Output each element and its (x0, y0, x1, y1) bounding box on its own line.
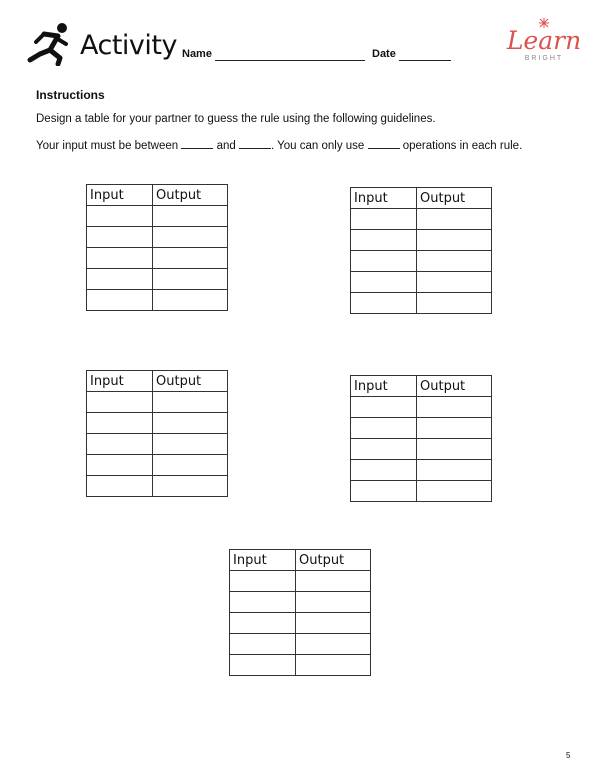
table-row (87, 206, 228, 227)
table-row (87, 269, 228, 290)
table-row (351, 418, 492, 439)
table-row (351, 230, 492, 251)
name-label: Name (182, 48, 212, 60)
output-cell[interactable] (296, 613, 371, 634)
logo-subtitle: BRIGHT (524, 55, 564, 62)
output-cell[interactable] (417, 209, 492, 230)
input-cell[interactable] (87, 476, 153, 497)
input-cell[interactable] (351, 418, 417, 439)
table-header-row (351, 376, 492, 397)
input-column-header: Input (351, 376, 417, 397)
table-row (351, 397, 492, 418)
input-cell[interactable] (87, 227, 153, 248)
input-output-table (86, 370, 228, 497)
table-row (351, 272, 492, 293)
page-number: 5 (566, 751, 571, 760)
input-output-table (350, 375, 492, 502)
output-cell[interactable] (417, 293, 492, 314)
table-row (351, 439, 492, 460)
output-cell[interactable] (153, 206, 228, 227)
input-output-table (229, 549, 371, 676)
min-input-blank[interactable] (181, 139, 213, 149)
max-input-blank[interactable] (239, 139, 271, 149)
input-output-table (350, 187, 492, 314)
input-cell[interactable] (87, 434, 153, 455)
table-row (351, 293, 492, 314)
table-row (351, 251, 492, 272)
instructions-text: Your input must be between (36, 140, 179, 152)
table-row (87, 290, 228, 311)
input-cell[interactable] (351, 293, 417, 314)
page-title: Activity (80, 30, 177, 61)
output-cell[interactable] (153, 290, 228, 311)
output-cell[interactable] (153, 476, 228, 497)
input-column-header: Input (351, 188, 417, 209)
input-cell[interactable] (230, 634, 296, 655)
output-column-header: Output (417, 376, 492, 397)
instructions-line-2 (36, 139, 522, 152)
input-cell[interactable] (351, 230, 417, 251)
running-person-icon (22, 22, 72, 66)
table-row (230, 592, 371, 613)
table-row (230, 613, 371, 634)
output-cell[interactable] (153, 269, 228, 290)
output-column-header: Output (296, 550, 371, 571)
operations-count-blank[interactable] (368, 139, 400, 149)
instructions-text: . You can only use (270, 140, 365, 152)
input-cell[interactable] (351, 251, 417, 272)
output-column-header: Output (153, 185, 228, 206)
output-column-header: Output (417, 188, 492, 209)
table-row (230, 634, 371, 655)
input-cell[interactable] (230, 592, 296, 613)
output-cell[interactable] (417, 397, 492, 418)
output-cell[interactable] (296, 655, 371, 676)
output-cell[interactable] (417, 418, 492, 439)
output-cell[interactable] (417, 272, 492, 293)
table-row (87, 476, 228, 497)
output-cell[interactable] (153, 248, 228, 269)
table-row (351, 481, 492, 502)
output-cell[interactable] (296, 571, 371, 592)
instructions-text: and (216, 140, 236, 152)
input-cell[interactable] (87, 455, 153, 476)
table-header-row (87, 371, 228, 392)
input-cell[interactable] (87, 290, 153, 311)
output-cell[interactable] (153, 227, 228, 248)
input-cell[interactable] (230, 571, 296, 592)
input-column-header: Input (230, 550, 296, 571)
input-cell[interactable] (87, 413, 153, 434)
input-cell[interactable] (87, 392, 153, 413)
input-cell[interactable] (87, 206, 153, 227)
name-field[interactable] (215, 60, 365, 61)
table-header-row (351, 188, 492, 209)
table-row (87, 392, 228, 413)
table-row (230, 571, 371, 592)
output-cell[interactable] (153, 413, 228, 434)
table-row (351, 209, 492, 230)
table-row (87, 227, 228, 248)
instructions-line-1: Design a table for your partner to guess the rule using the following guidelines. (36, 113, 436, 125)
output-cell[interactable] (417, 439, 492, 460)
input-cell[interactable] (87, 269, 153, 290)
table-row (87, 413, 228, 434)
logo-word: Learn (506, 26, 582, 55)
date-label: Date (372, 48, 396, 60)
table-row (87, 434, 228, 455)
table-row (87, 248, 228, 269)
output-cell[interactable] (296, 592, 371, 613)
input-cell[interactable] (351, 439, 417, 460)
date-field[interactable] (399, 60, 451, 61)
input-cell[interactable] (351, 272, 417, 293)
table-row (230, 655, 371, 676)
output-cell[interactable] (417, 230, 492, 251)
input-cell[interactable] (230, 613, 296, 634)
output-cell[interactable] (417, 460, 492, 481)
input-cell[interactable] (351, 209, 417, 230)
instructions-text: operations in each rule. (402, 140, 523, 152)
input-cell[interactable] (230, 655, 296, 676)
input-output-table (86, 184, 228, 311)
instructions-heading: Instructions (36, 88, 105, 102)
output-cell[interactable] (153, 392, 228, 413)
input-column-header: Input (87, 185, 153, 206)
worksheet-header (0, 0, 600, 80)
input-cell[interactable] (351, 481, 417, 502)
input-cell[interactable] (351, 460, 417, 481)
input-column-header: Input (87, 371, 153, 392)
output-cell[interactable] (153, 455, 228, 476)
input-cell[interactable] (351, 397, 417, 418)
output-column-header: Output (153, 371, 228, 392)
learn-bright-logo (506, 24, 582, 68)
table-row (87, 455, 228, 476)
table-row (351, 460, 492, 481)
output-cell[interactable] (417, 481, 492, 502)
table-header-row (87, 185, 228, 206)
output-cell[interactable] (153, 434, 228, 455)
table-header-row (230, 550, 371, 571)
output-cell[interactable] (417, 251, 492, 272)
output-cell[interactable] (296, 634, 371, 655)
input-cell[interactable] (87, 248, 153, 269)
